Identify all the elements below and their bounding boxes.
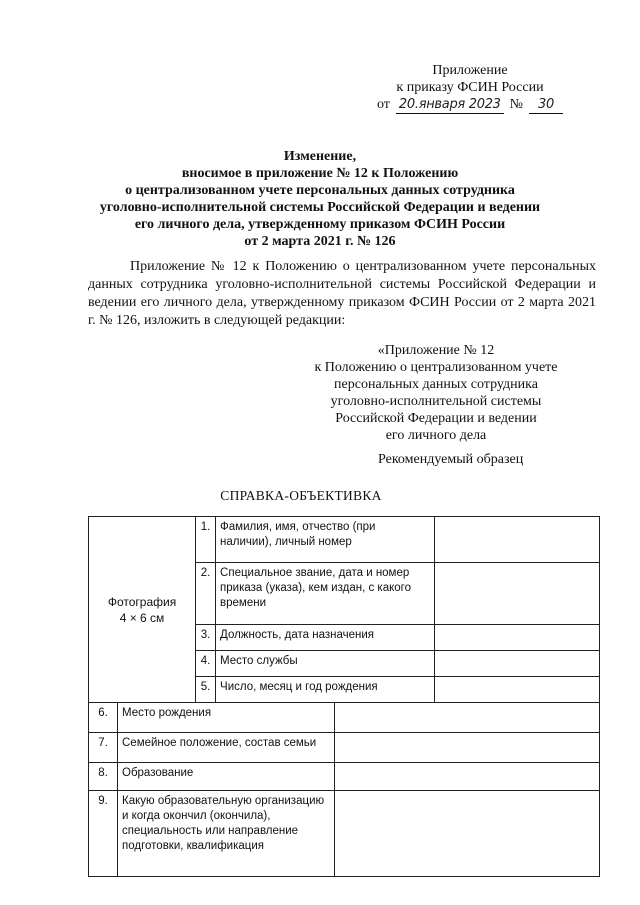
header-line1: Приложение — [432, 63, 508, 78]
row-label: Специальное звание, дата и номер приказа (указа), кем издан, с какого времени — [216, 563, 435, 625]
title-line5: его личного дела, утвержденному приказом ФСИН России — [134, 217, 506, 232]
document-title — [80, 148, 560, 250]
appendix-line5: Российской Федерации и ведении — [335, 411, 537, 426]
row-label: Образование — [118, 763, 335, 791]
form-heading: СПРАВКА-ОБЪЕКТИВКА — [220, 488, 382, 503]
row-value-cell[interactable] — [335, 733, 600, 763]
photo-label: Фотография — [107, 594, 177, 609]
row-value-cell[interactable] — [435, 625, 600, 651]
title-line4: уголовно-исполнительной системы Российской Федерации и ведении — [99, 200, 541, 215]
photo-size: 4 × 6 см — [119, 610, 165, 625]
row-number: 7. — [89, 733, 118, 763]
table-row — [89, 517, 600, 563]
from-prefix: от — [376, 97, 390, 112]
title-line6: от 2 марта 2021 г. № 126 — [244, 234, 396, 249]
row-number: 9. — [89, 791, 118, 877]
row-label: Фамилия, имя, отчество (при наличии), личный номер — [216, 517, 435, 563]
appendix-line1: «Приложение № 12 — [377, 343, 495, 358]
sample-label: Рекомендуемый образец — [378, 452, 524, 467]
row-value-cell[interactable] — [335, 703, 600, 733]
row-number: 4. — [196, 651, 216, 677]
number-sign: № — [509, 97, 523, 112]
table-row — [89, 703, 600, 733]
photo-cell — [89, 517, 196, 703]
row-label: Место рождения — [118, 703, 335, 733]
handwritten-number: 30 — [529, 96, 563, 114]
appendix-line3: персональных данных сотрудника — [334, 377, 538, 392]
row-value-cell[interactable] — [435, 677, 600, 703]
body-paragraph: Приложение № 12 к Положению о централизованном учете персональных данных сотрудника уголовно-исполнительной системы Российской Федерации и ведении его личного дела, утвержденному приказом ФСИН России от 2 марта 2021 г. № 126, изложить в следующей редакции: — [88, 259, 596, 328]
appendix-line6: его личного дела — [385, 428, 487, 443]
table-row — [89, 733, 600, 763]
row-number: 8. — [89, 763, 118, 791]
title-line1: Изменение, — [283, 149, 357, 164]
row-value-cell[interactable] — [435, 563, 600, 625]
header-line2: к приказу ФСИН России — [396, 80, 544, 95]
row-number: 3. — [196, 625, 216, 651]
row-label: Семейное положение, состав семьи — [118, 733, 335, 763]
table-row — [89, 763, 600, 791]
reference-form-table — [88, 516, 600, 877]
appendix-header — [296, 342, 576, 444]
handwritten-date: 20.января 2023 — [396, 96, 504, 114]
row-label: Какую образовательную организацию и когда окончил (окончила), специальность или направление подготовки, квалификация — [118, 791, 335, 877]
row-number: 2. — [196, 563, 216, 625]
appendix-line2: к Положению о централизованном учете — [314, 360, 558, 375]
order-header — [360, 62, 580, 114]
title-line2: вносимое в приложение № 12 к Положению — [181, 166, 459, 181]
row-label: Число, месяц и год рождения — [216, 677, 435, 703]
row-number: 1. — [196, 517, 216, 563]
table-row — [89, 791, 600, 877]
order-date-number — [360, 96, 580, 114]
row-value-cell[interactable] — [435, 651, 600, 677]
row-number: 6. — [89, 703, 118, 733]
row-value-cell[interactable] — [335, 791, 600, 877]
row-label: Должность, дата назначения — [216, 625, 435, 651]
row-value-cell[interactable] — [335, 763, 600, 791]
row-number: 5. — [196, 677, 216, 703]
row-label: Место службы — [216, 651, 435, 677]
appendix-line4: уголовно-исполнительной системы — [330, 394, 542, 409]
row-value-cell[interactable] — [435, 517, 600, 563]
title-line3: о централизованном учете персональных данных сотрудника — [125, 183, 515, 198]
